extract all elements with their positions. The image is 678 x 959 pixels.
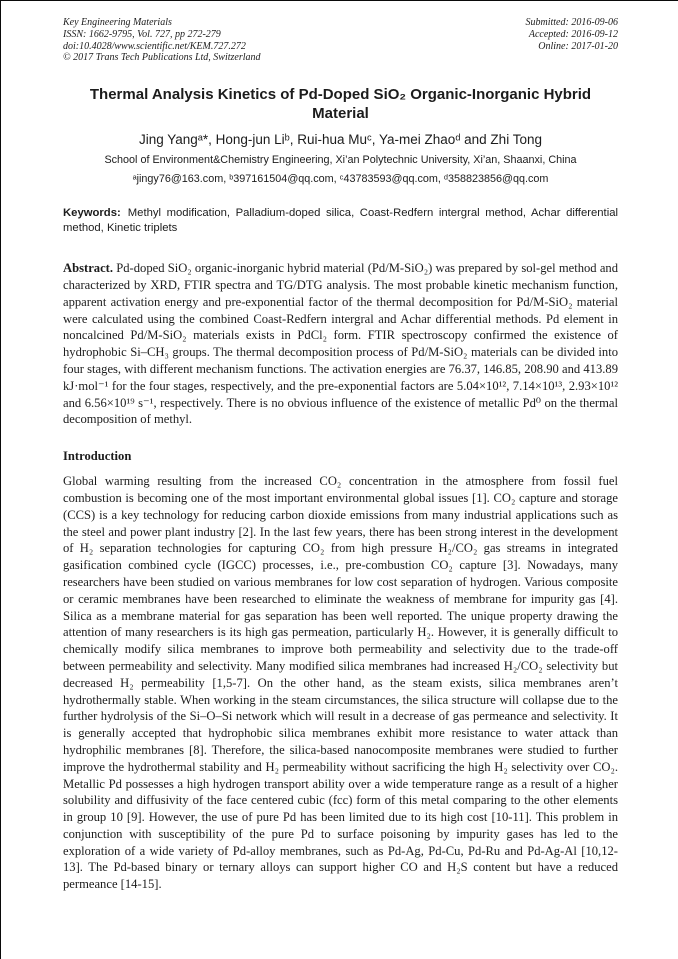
submitted-date: Submitted: 2016-09-06: [525, 17, 618, 28]
journal-name: Key Engineering Materials: [63, 17, 172, 28]
keywords-block: [63, 206, 618, 236]
abstract-block: [63, 260, 618, 428]
accepted-date: Accepted: 2016-09-12: [528, 28, 618, 40]
journal-meta-left: [63, 17, 261, 64]
page-content: [1, 1, 678, 893]
emails-line: ᵃjingy76@163.com, ᵇ397161504@qq.com, ᶜ43783593@qq.com, ᵈ358823856@qq.com: [132, 173, 549, 186]
online-date: Online: 2017-01-20: [538, 40, 618, 52]
affiliation-line: School of Environment&Chemistry Engineering, Xi’an Polytechnic University, Xi’an, Shaanxi, China: [104, 154, 577, 167]
abstract-text: Pd-doped SiO₂ organic-inorganic hybrid material (Pd/M-SiO₂) was prepared by sol-gel method and characterized by XRD, FTIR spectra and TG/DTG analysis. The most probable kinetic mechanism function, apparent activation energy and pre-exponential factor of the thermal decomposition for Pd/M-SiO₂ material were calculated using the combined Coast-Redfern intergral and Achar differential methods. Pd element in noncalcined Pd/M-SiO₂ materials exists in PdCl₂ form. FTIR spectroscopy confirmed the existence of hydrophobic Si–CH₃ groups. The thermal decomposition process of Pd/M-SiO₂ materials can be divided into four stages, with different mechanism functions. The activation energies are 76.37, 146.85, 208.90 and 413.89 kJ·mol⁻¹ for the four stages, respectively, and the pre-exponential factors are 5.04×10¹², 7.14×10¹³, 2.93×10¹² and 6.56×10¹⁹ s⁻¹, respectively. There is no obvious influence of the existence of metallic Pd⁰ on the thermal decomposition of methyl.: [63, 261, 618, 427]
introduction-heading: Introduction: [63, 449, 132, 464]
journal-issn-line: ISSN: 1662-9795, Vol. 727, pp 272-279: [63, 28, 221, 40]
abstract-label: Abstract.: [63, 261, 114, 276]
introduction-paragraph: Global warming resulting from the increased CO₂ concentration in the atmosphere from fossil fuel combustion is becoming one of the most important environmental global issues [1]. CO₂ capture and storage (CCS) is a key technology for reducing carbon dioxide emissions from many industrial applications such as the steel and power plant industry [2]. In the last few years, there has been strong interest in the development of H₂ separation technologies for capturing CO₂ from high pressure H₂/CO₂ gas streams in integrated gasification combined cycle (IGCC) processes, i.e., pre-combustion CO₂ capture [3]. Nowadays, many researchers have been studied on various membranes for low cost separation of hydrogen. Various composite or ceramic membranes have been researched to eliminate the weakness of membrane for impurity gas [4]. Silica as a membrane material for gas separation has been well reported. The unique property drawing the attention of many researchers is its high gas permeation, particularly H₂. However, it is generally difficult to chemically modify silica membranes to improve both permeability and selectivity due to the trade-off between permeability and selectivity. Many modified silica membranes had increased H₂/CO₂ selectivity but decreased H₂ permeability [1,5-7]. On the other hand, as the steam exists, silica membranes aren’t hydrothermally stable. When working in the steam circumstances, the silica structure will collapse due to the further hydrolysis of the Si–O–Si network which will result in a decrease of gas permeance and selectivity. It is generally accepted that hydrophobic silica membranes exhibit more resistance to water attack than hydrophilic membranes [8]. Therefore, the silica-based nanocomposite membranes were studied to further improve the hydrothermal stability and H₂ permeability without sacrificing the high H₂ selectivity over CO₂. Metallic Pd possesses a high hydrogen transport ability over a wide temperature range as a result of a higher solubility and diffusivity of the face centered cubic (fcc) form of this metal comparing to the other elements in group 10 [9]. However, the use of pure Pd has been limited due to its high cost [10-11]. This problem in conjunction with susceptibility of the pure Pd to surface poisoning by impurity gases has led to the exploration of a wide variety of Pd-alloy membranes, such as Pd-Ag, Pd-Cu, Pd-Ru and Pd-Ag-Al [10,12-13]. The Pd-based binary or ternary alloys can support higher CO and H₂S content but have a reduced permeance [14-15].: [63, 474, 618, 892]
keywords-label: Keywords:: [63, 207, 121, 220]
keywords-text: Methyl modification, Palladium-doped silica, Coast-Redfern intergral method, Achar differential method, Kinetic triplets: [63, 207, 618, 235]
journal-header: [63, 17, 618, 64]
journal-doi-line: doi:10.4028/www.scientific.net/KEM.727.272: [63, 40, 246, 52]
journal-copyright-line: © 2017 Trans Tech Publications Ltd, Switzerland: [63, 52, 261, 64]
authors-line: Jing Yangᵃ*, Hong-jun Liᵇ, Rui-hua Muᶜ, Ya-mei Zhaoᵈ and Zhi Tong: [139, 132, 542, 148]
paper-title: Thermal Analysis Kinetics of Pd-Doped SiO₂ Organic-Inorganic Hybrid Material: [89, 86, 592, 122]
journal-meta-right: [526, 17, 619, 64]
